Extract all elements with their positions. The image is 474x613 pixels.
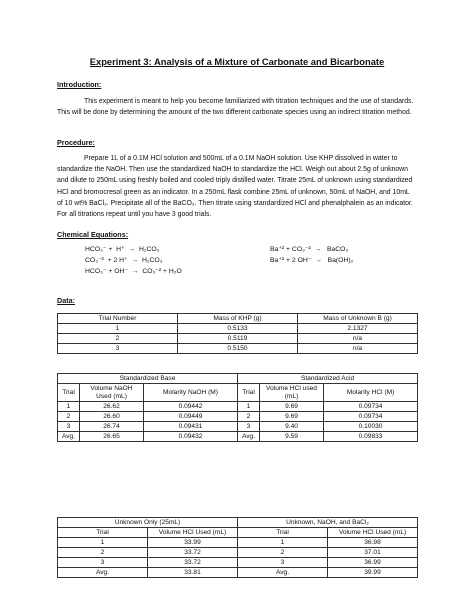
table-cell: 1 (58, 538, 148, 548)
table-cell: 37.01 (328, 548, 418, 558)
table-cell: Avg. (58, 432, 80, 442)
table-cell: 3 (58, 344, 178, 354)
table-cell: 36.98 (328, 538, 418, 548)
table-cell: 0.09734 (324, 412, 418, 422)
unknown-titration-table (57, 517, 418, 578)
table-cell: 2 (58, 548, 148, 558)
table-cell: 2 (238, 412, 260, 422)
column-header: Trial (238, 528, 328, 538)
column-header: Molarity HCl (M) (324, 384, 418, 402)
procedure-text: Prepare 1L of a 0.1M HCl solution and 500mL of a 0.1M NaOH solution. Use KHP dissolved in water to standardize the NaOH. Then use the standardized NaOH to standardize the HCl. Weigh out about 2.5g of unknown and dilute to 250mL using freshly boiled and cooled triply distilled water. Titrate 25mL of unknown using standardized HCl and bromocresol green as an indicator. In a 250mL flask combine 25mL of unknown, 50mL of NaOH, and 10mL of 10 wt% BaCl₂. Precipitate all of the BaCO₃. Then titrate using standardized HCl and phenalphalein as an indicator. For all titrations repeat until you have 3 good trials. (57, 155, 413, 219)
table-cell: 3 (58, 558, 148, 568)
document-title: Experiment 3: Analysis of a Mixture of Carbonate and Bicarbonate (89, 56, 385, 67)
table-cell: 1 (58, 324, 178, 334)
table-cell: 0.09734 (324, 402, 418, 412)
table-cell: 39.99 (328, 568, 418, 578)
table-cell: 33.72 (148, 548, 238, 558)
table-cell: 9.59 (260, 432, 324, 442)
introduction-text: This experiment is meant to help you become familiarized with titration techniques and the use of standards. This will be done by determining the amount of the two different carbonate species using an indirect titration method. (57, 98, 414, 117)
data-heading: Data: (57, 296, 75, 305)
table-row (58, 402, 418, 412)
procedure-heading: Procedure: (57, 138, 95, 147)
table-row (58, 432, 418, 442)
table-cell: 33.99 (148, 538, 238, 548)
equations-heading: Chemical Equations: (57, 230, 129, 239)
table-cell: 3 (238, 422, 260, 432)
standardization-table (57, 373, 418, 442)
table-group-header-row (58, 374, 418, 384)
table-row (58, 412, 418, 422)
table-row (58, 344, 418, 354)
table-cell: Avg. (58, 568, 148, 578)
column-header: Trial (58, 384, 80, 402)
table-cell: 26.74 (80, 422, 144, 432)
column-header: Volume NaOH Used (mL) (80, 384, 144, 402)
column-header: Molarity NaOH (M) (144, 384, 238, 402)
column-header: Mass of Unknown B (g) (298, 314, 418, 324)
table-cell: 2 (238, 548, 328, 558)
table-cell: 0.10030 (324, 422, 418, 432)
table-cell: 0.09442 (144, 402, 238, 412)
table-cell: 9.69 (260, 402, 324, 412)
khp-mass-table (57, 313, 418, 354)
table-row (58, 568, 418, 578)
group-header-acid: Standardized Acid (238, 374, 418, 384)
table-cell: 9.40 (260, 422, 324, 432)
table-cell: 0.09449 (144, 412, 238, 422)
group-header-unknown-naoh-bacl2: Unknown, NaOH, and BaCl₂ (238, 518, 418, 528)
table-cell: Avg. (238, 432, 260, 442)
table-row (58, 422, 418, 432)
table-cell: 0.09833 (324, 432, 418, 442)
equation-left-3: HCO₃⁻ + OH⁻ → CO₃⁻² + H₂O (85, 268, 182, 275)
table-cell: 0.5119 (178, 334, 298, 344)
table-group-header-row (58, 518, 418, 528)
table-row (58, 558, 418, 568)
table-cell: 1 (238, 538, 328, 548)
table-row (58, 334, 418, 344)
table-cell: 0.5150 (178, 344, 298, 354)
group-header-unknown-only: Unknown Only (25mL) (58, 518, 238, 528)
group-header-base: Standardized Base (58, 374, 238, 384)
column-header: Volume HCl Used (mL) (148, 528, 238, 538)
column-header: Trial (238, 384, 260, 402)
table-header-row (58, 314, 418, 324)
column-header: Trial (58, 528, 148, 538)
equation-left-2: CO₃⁻² + 2 H⁺ → H₂CO₃ (85, 257, 163, 264)
table-cell: 1 (58, 402, 80, 412)
table-cell: n/a (298, 344, 418, 354)
table-row (58, 324, 418, 334)
table-cell: 33.72 (148, 558, 238, 568)
table-cell: 0.09431 (144, 422, 238, 432)
table-cell: 2 (58, 412, 80, 422)
table-cell: 26.60 (80, 412, 144, 422)
column-header: Volume HCl Used (mL) (328, 528, 418, 538)
table-cell: n/a (298, 334, 418, 344)
equation-right-1: Ba⁺² + CO₃⁻² → BaCO₃ (270, 246, 349, 253)
table-header-row (58, 384, 418, 402)
table-cell: 0.5133 (178, 324, 298, 334)
table-row (58, 538, 418, 548)
table-cell: 1 (238, 402, 260, 412)
table-cell: 33.81 (148, 568, 238, 578)
table-cell: 9.69 (260, 412, 324, 422)
column-header: Mass of KHP (g) (178, 314, 298, 324)
introduction-heading: Introduction: (57, 80, 102, 89)
table-cell: 0.09432 (144, 432, 238, 442)
table-cell: 36.99 (328, 558, 418, 568)
table-cell: 3 (238, 558, 328, 568)
table-cell: 2.1327 (298, 324, 418, 334)
equation-right-2: Ba⁺² + 2 OH⁻ → Ba(OH)₂ (270, 257, 354, 264)
table-header-row (58, 528, 418, 538)
table-cell: 26.62 (80, 402, 144, 412)
table-row (58, 548, 418, 558)
table-cell: 3 (58, 422, 80, 432)
column-header: Trial Number (58, 314, 178, 324)
equation-left-1: HCO₃⁻ + H⁺ → H₂CO₃ (85, 246, 160, 253)
column-header: Volume HCl used (mL) (260, 384, 324, 402)
table-cell: 26.65 (80, 432, 144, 442)
table-cell: Avg. (238, 568, 328, 578)
table-cell: 2 (58, 334, 178, 344)
